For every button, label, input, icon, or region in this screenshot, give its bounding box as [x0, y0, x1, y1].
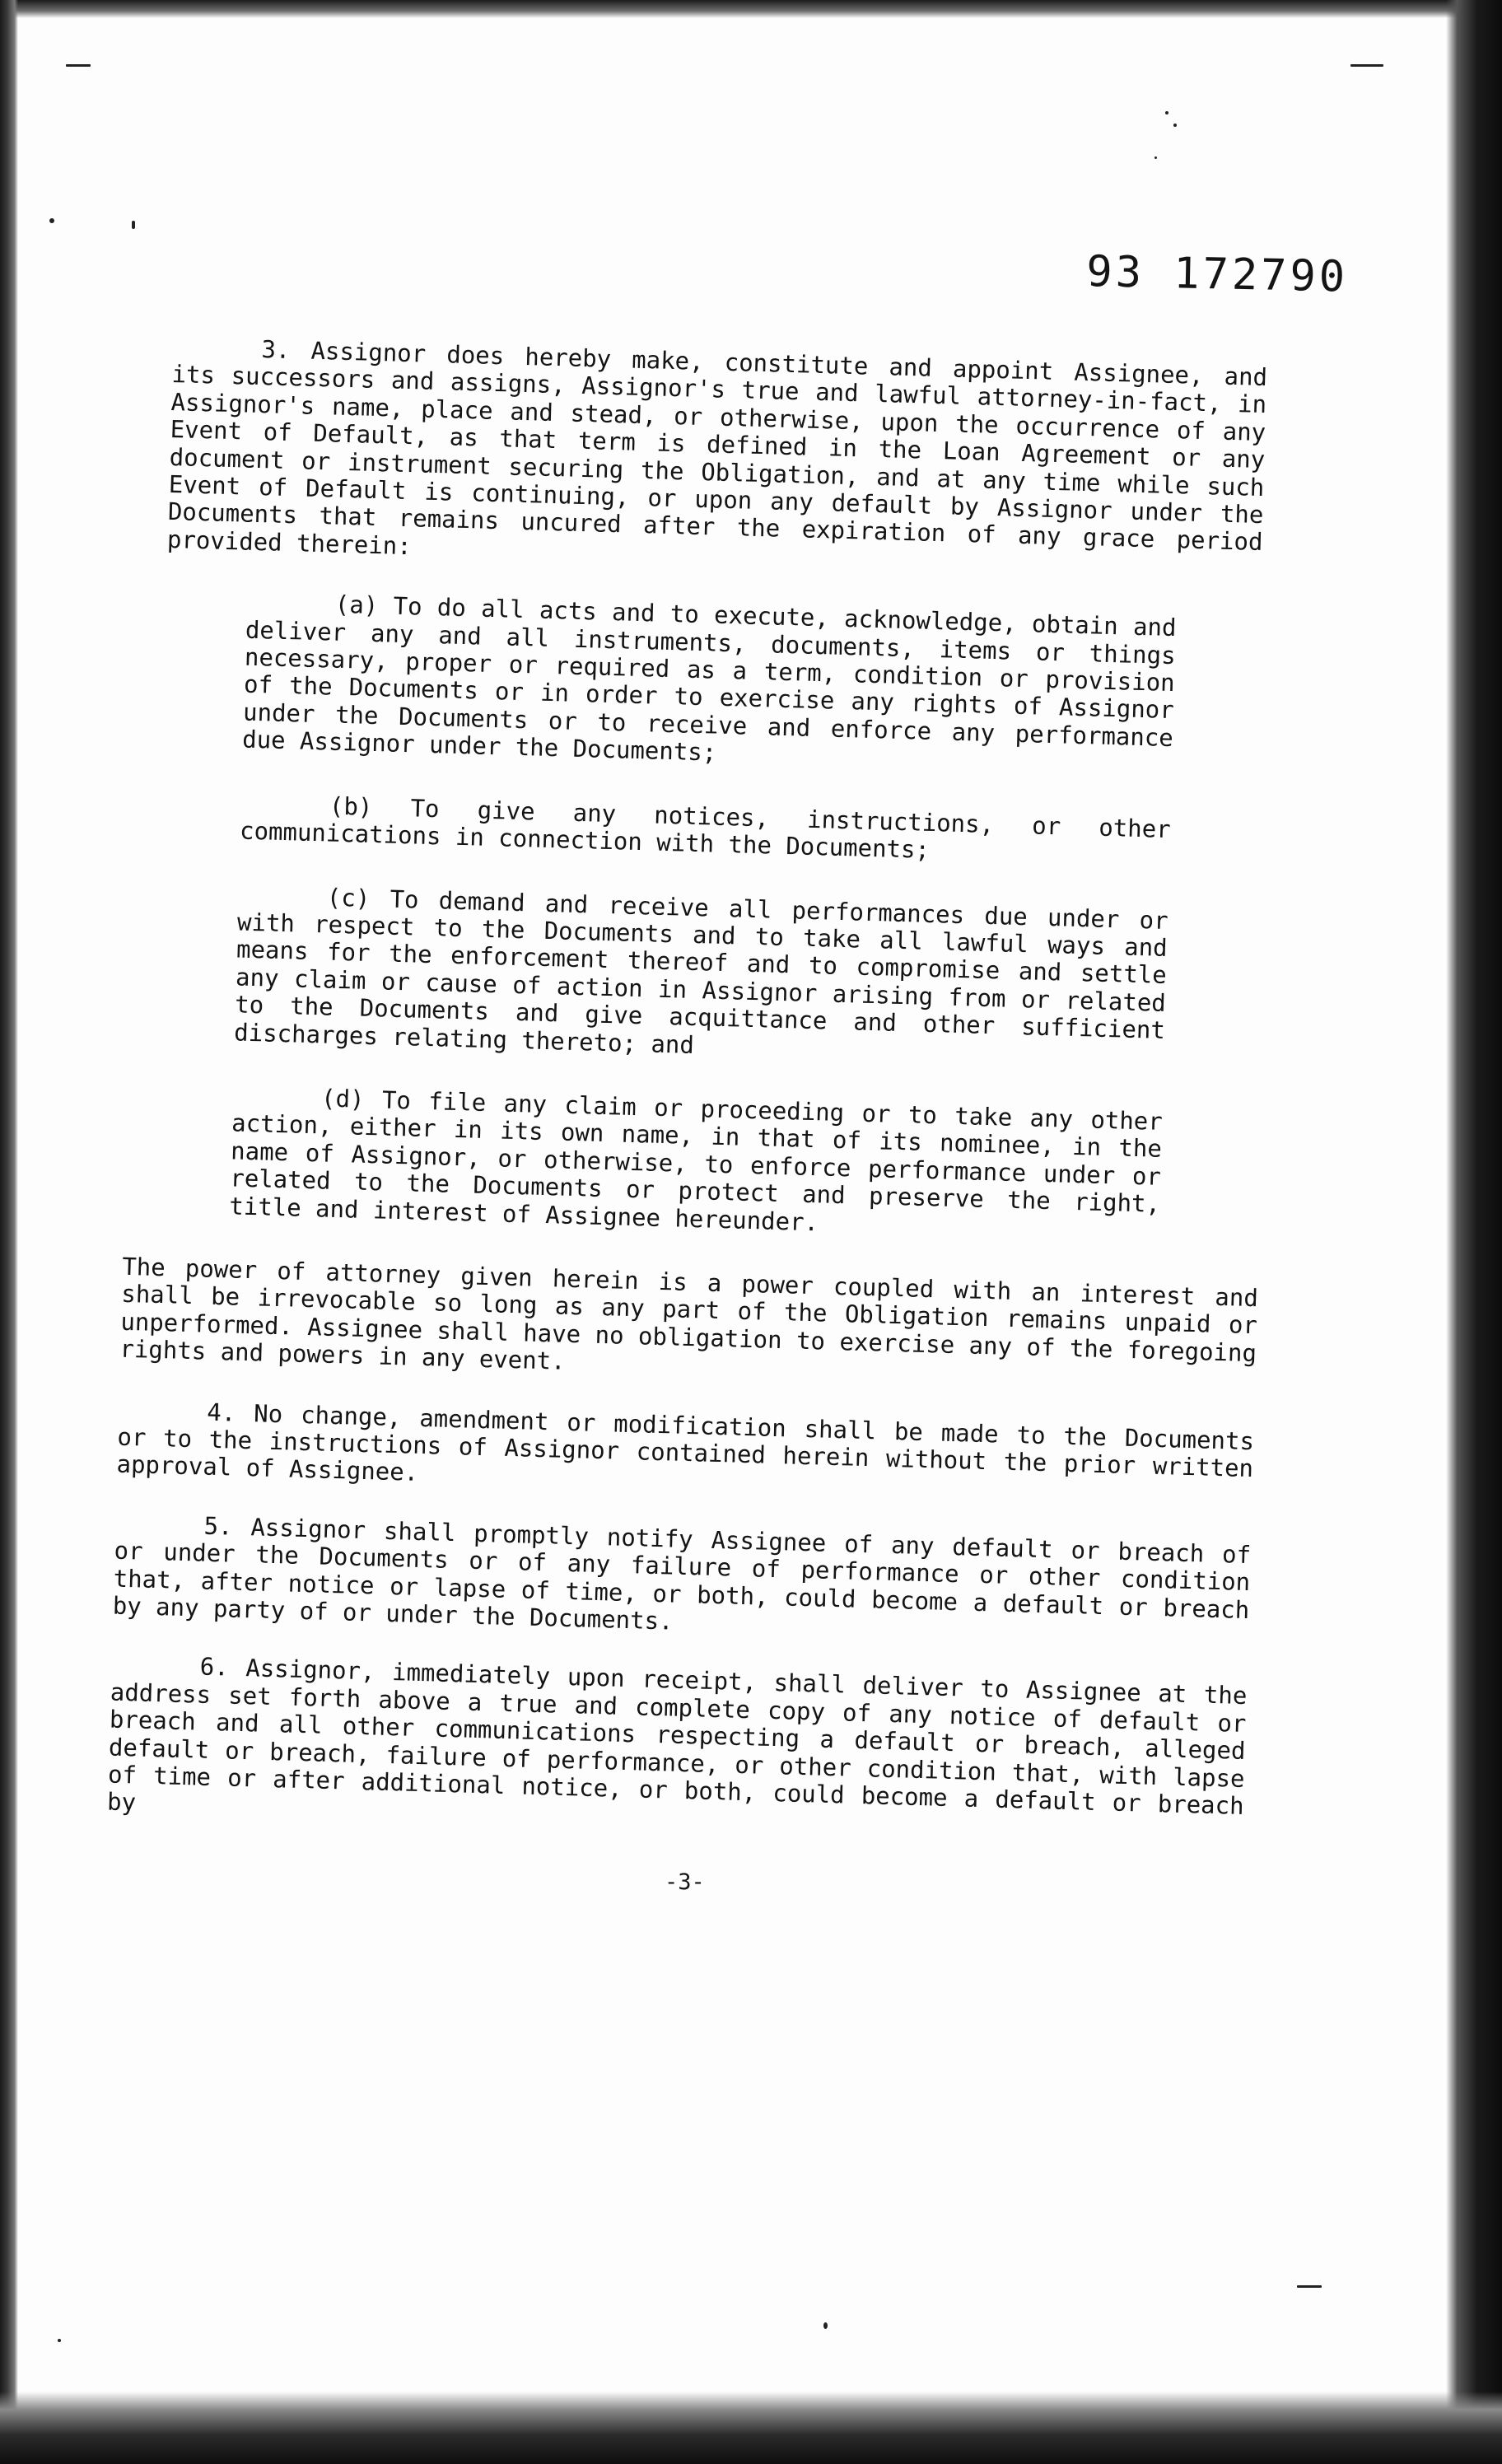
- paragraph-3: 3. Assignor does hereby make, constitute and appoint Assignee, and its successors and assigns, Assignor's true and lawful attorney-in-fact, in Assignor's name, place and stead, or otherwise, upon the occurrence of any Event of Default, as that term is defined in the Loan Agreement or any document or instrument securing the Obligation, and at any time while such Event of Default is continuing, or upon any default by Assignor under the Documents that remains uncured after the expiration of any grace period provided therein:: [166, 335, 1268, 561]
- subparagraph-d: (d) To file any claim or proceeding or to take any other action, either in its own name, in that of its nominee, in the name of Assignor, or otherwise, to enforce performance under or related to the Documents or protect and preserve the right, title and interest of Assignee hereunder.: [228, 1084, 1164, 1236]
- subparagraph-b: (b) To give any notices, instructions, or other communications in connection with the Documents;: [239, 791, 1172, 864]
- scan-edge-bottom: [0, 2392, 1502, 2464]
- scan-edge-left: [0, 0, 18, 2464]
- scan-edge-right: [1446, 0, 1502, 2464]
- scan-speck: [1165, 111, 1168, 114]
- scan-speck: [823, 2322, 828, 2329]
- document-body: [106, 334, 1268, 1878]
- scan-speck: [1297, 2285, 1322, 2288]
- scan-speck: [1154, 156, 1157, 159]
- paragraph-6: 6. Assignor, immediately upon receipt, shall deliver to Assignee at the address set forth above a true and complete copy of any notice of default or breach and all other communications respecting a default or breach, alleged default or breach, failure of performance, or other condition that, with lapse of time or after additional notice, or both, could become a default or breach by: [106, 1652, 1248, 1821]
- scan-edge-top: [0, 0, 1502, 18]
- scan-speck: [58, 2339, 61, 2342]
- power-of-attorney-paragraph: The power of attorney given herein is a power coupled with an interest and shall be irrevocable so long as any part of the Obligation remains unpaid or unperformed. Assignee shall have no obligation to exercise any of the foregoing rights and powers in any event.: [119, 1252, 1259, 1375]
- scan-speck: [1350, 64, 1383, 67]
- paragraph-4: 4. No change, amendment or modification shall be made to the Documents or to the instructions of Assignor contained herein without the prior written approval of Assignee.: [116, 1398, 1255, 1487]
- scan-speck: [132, 221, 135, 229]
- scan-speck: [66, 64, 91, 67]
- page-number: -3-: [665, 1869, 705, 1895]
- scan-speck: [1173, 124, 1177, 127]
- subparagraph-c: (c) To demand and receive all performances due under or with respect to the Documents and to take all lawful ways and means for the enforcement thereof and to compromise and settle any claim or cause of action in Assignor arising from or related to the Documents and give acquittance and other sufficient discharges relating thereto; and: [233, 882, 1169, 1059]
- document-number: 93 172790: [1085, 247, 1349, 302]
- paragraph-5: 5. Assignor shall promptly notify Assignee of any default or breach of or under the Documents or of any failure of performance or other condition that, after notice or lapse of time, or both, could become a default or breach by any party of or under the Documents.: [112, 1511, 1252, 1636]
- subparagraph-a: (a) To do all acts and to execute, acknowledge, obtain and deliver any and all instruments, documents, items or things necessary, proper or required as a term, condition or provision of the Documents or in order to exercise any rights of Assignor under the Documents or to receive and enforce any performance due Assignor under the Documents;: [241, 590, 1177, 767]
- scan-speck: [49, 218, 54, 223]
